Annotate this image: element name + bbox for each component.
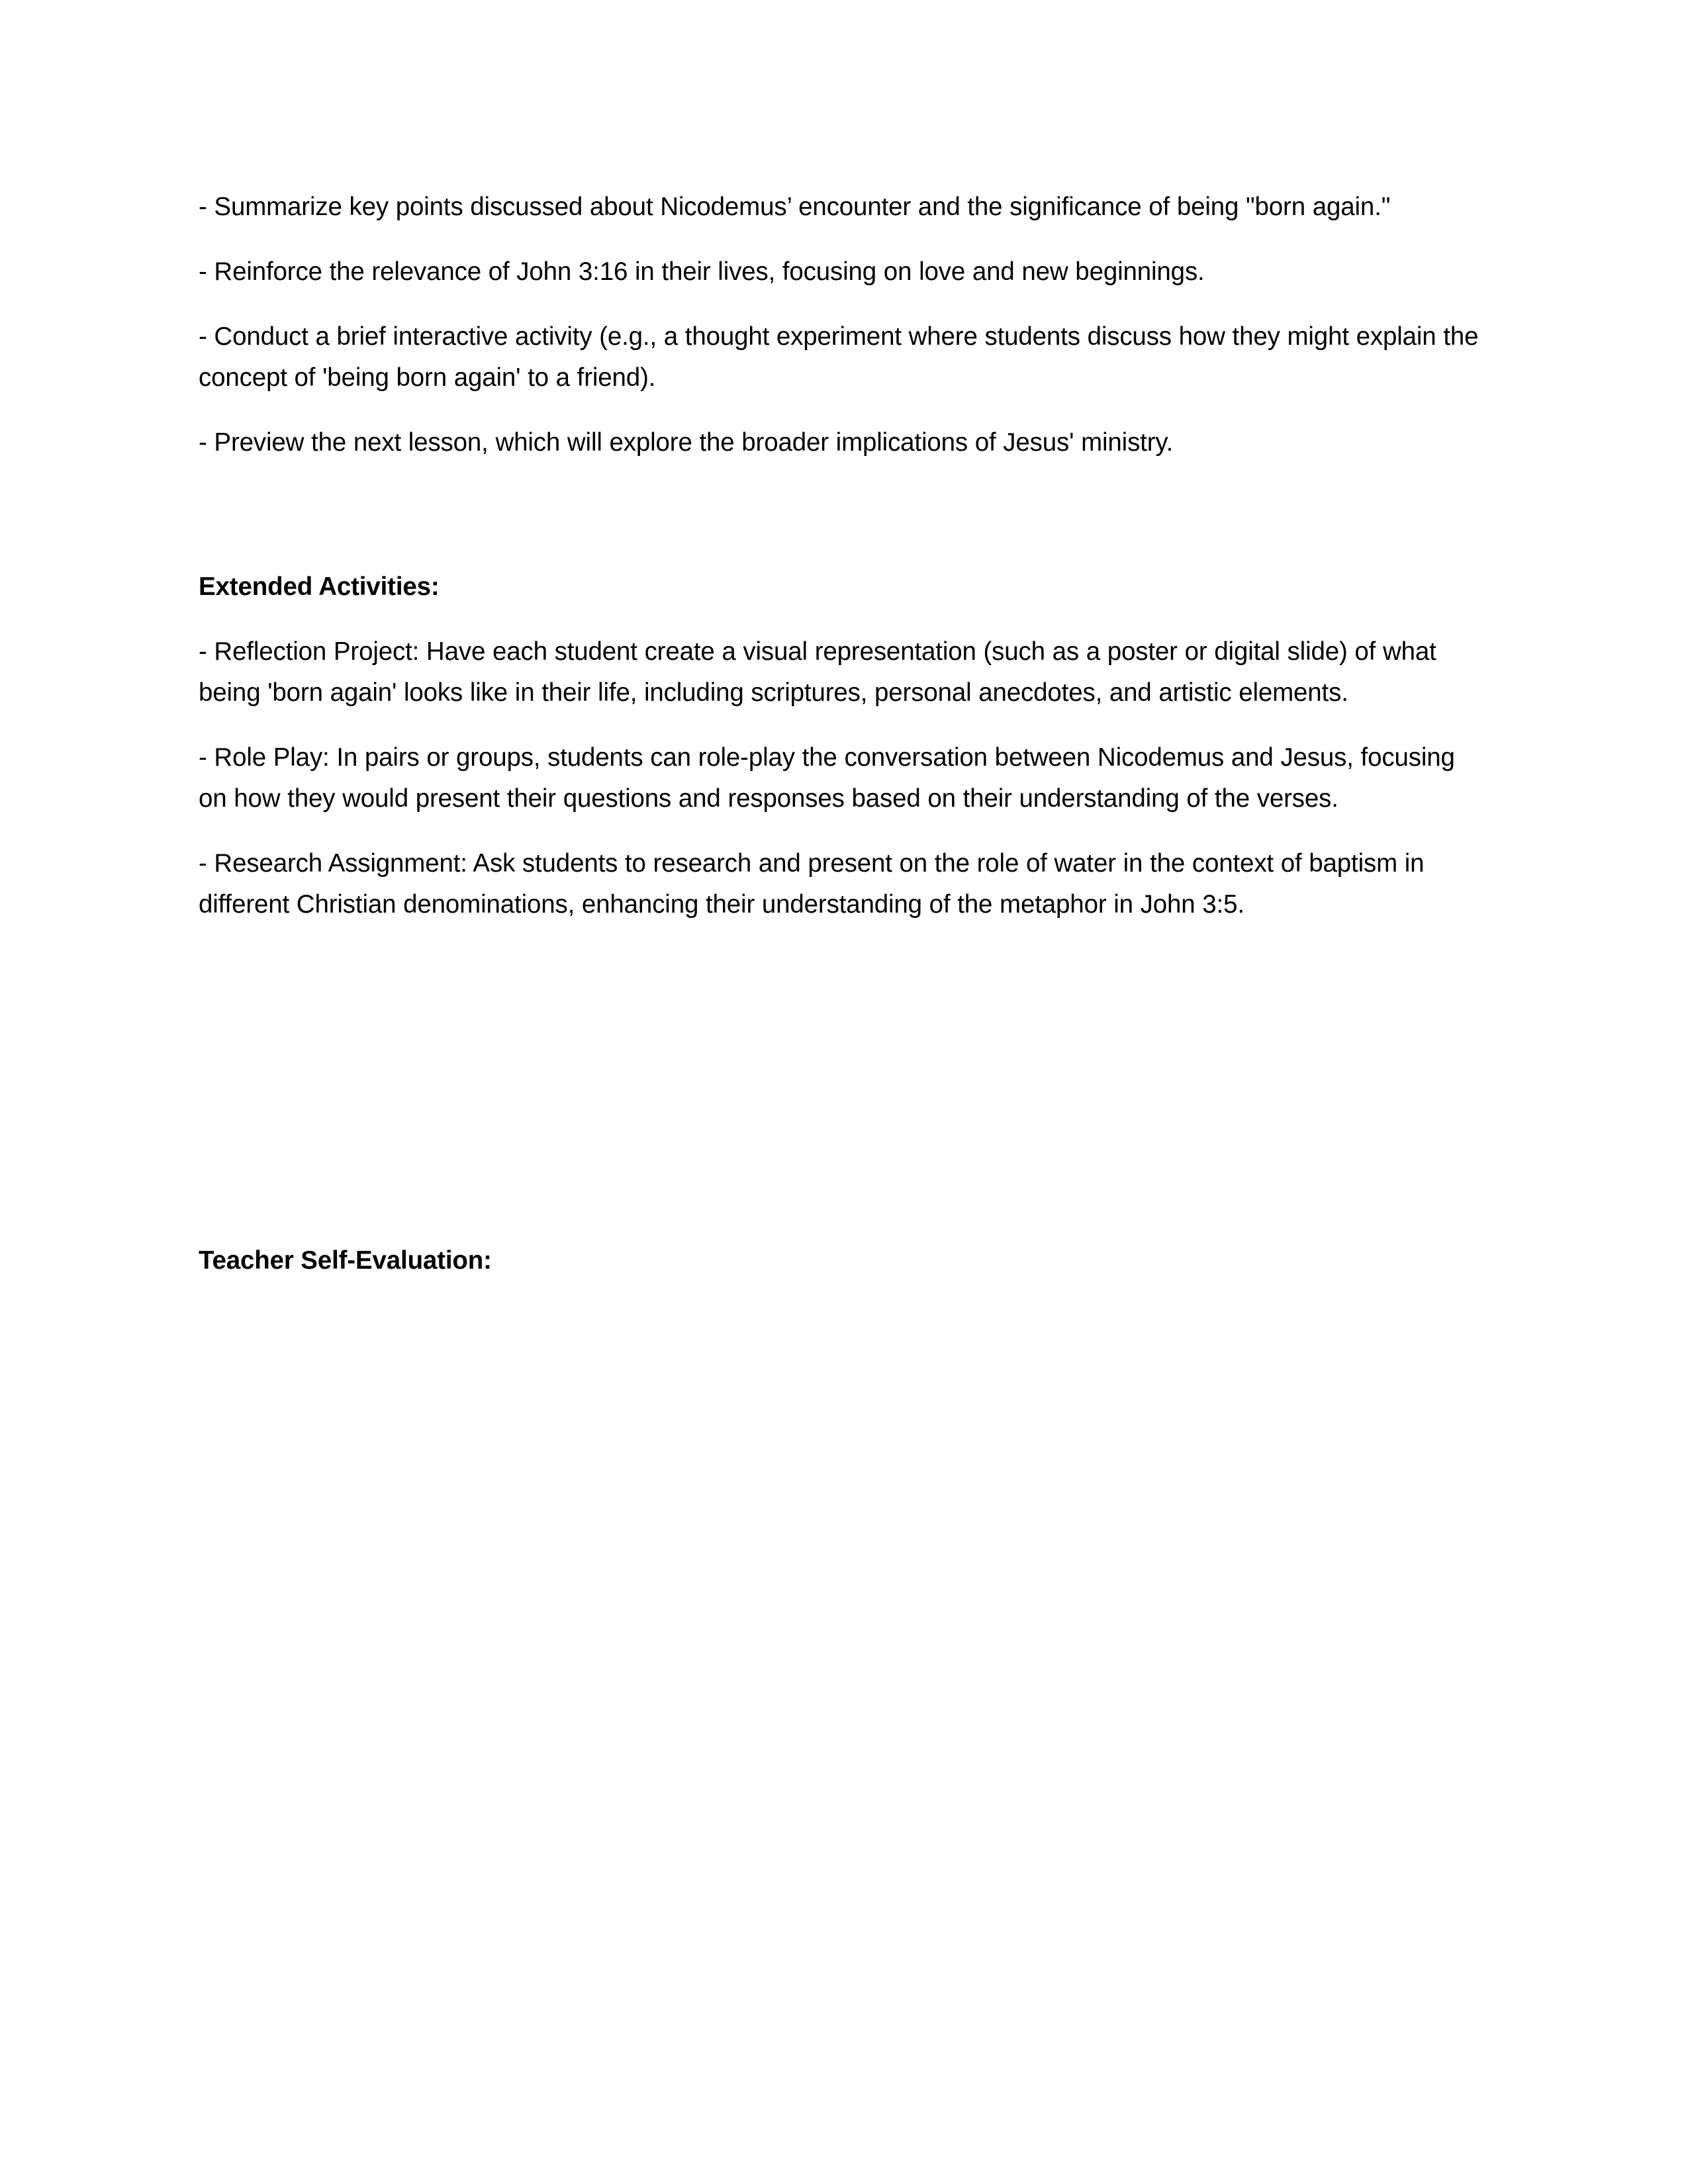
bullet-reinforce-relevance: - Reinforce the relevance of John 3:16 in their lives, focusing on love and new beginnings. — [199, 257, 1205, 286]
document-text-body — [199, 187, 1489, 1702]
bullet-conduct-interactive-activity: - Conduct a brief interactive activity (e.g., a thought experiment where students discuss how they might explain the concept of 'being born again' to a friend). — [199, 322, 1479, 392]
paragraph-spacer-before-teacher-self-evaluation — [199, 949, 1489, 1240]
bullet-reflection-project: - Reflection Project: Have each student create a visual representation (such as a poster or digital slide) of what being 'born again' looks like in their life, including scriptures, personal anecdotes, and artistic elements. — [199, 637, 1436, 707]
paragraph-spacer-before-extended-activities — [199, 487, 1489, 567]
page-trailing-blank-space — [199, 1305, 1489, 1702]
bullet-preview-next-lesson: - Preview the next lesson, which will explore the broader implications of Jesus' ministry. — [199, 428, 1174, 457]
bullet-summarize-key-points: - Summarize key points discussed about Nicodemus’ encounter and the significance of being "born again." — [199, 193, 1391, 221]
heading-teacher-self-evaluation: Teacher Self-Evaluation: — [199, 1246, 492, 1275]
bullet-research-assignment: - Research Assignment: Ask students to research and present on the role of water in the context of baptism in different Christian denominations, enhancing their understanding of the metaphor in John 3:5. — [199, 849, 1425, 919]
heading-extended-activities: Extended Activities: — [199, 572, 440, 601]
bullet-role-play: - Role Play: In pairs or groups, students can role-play the conversation between Nicodemus and Jesus, focusing on how they would present their questions and responses based on their understanding of the verses. — [199, 743, 1455, 813]
